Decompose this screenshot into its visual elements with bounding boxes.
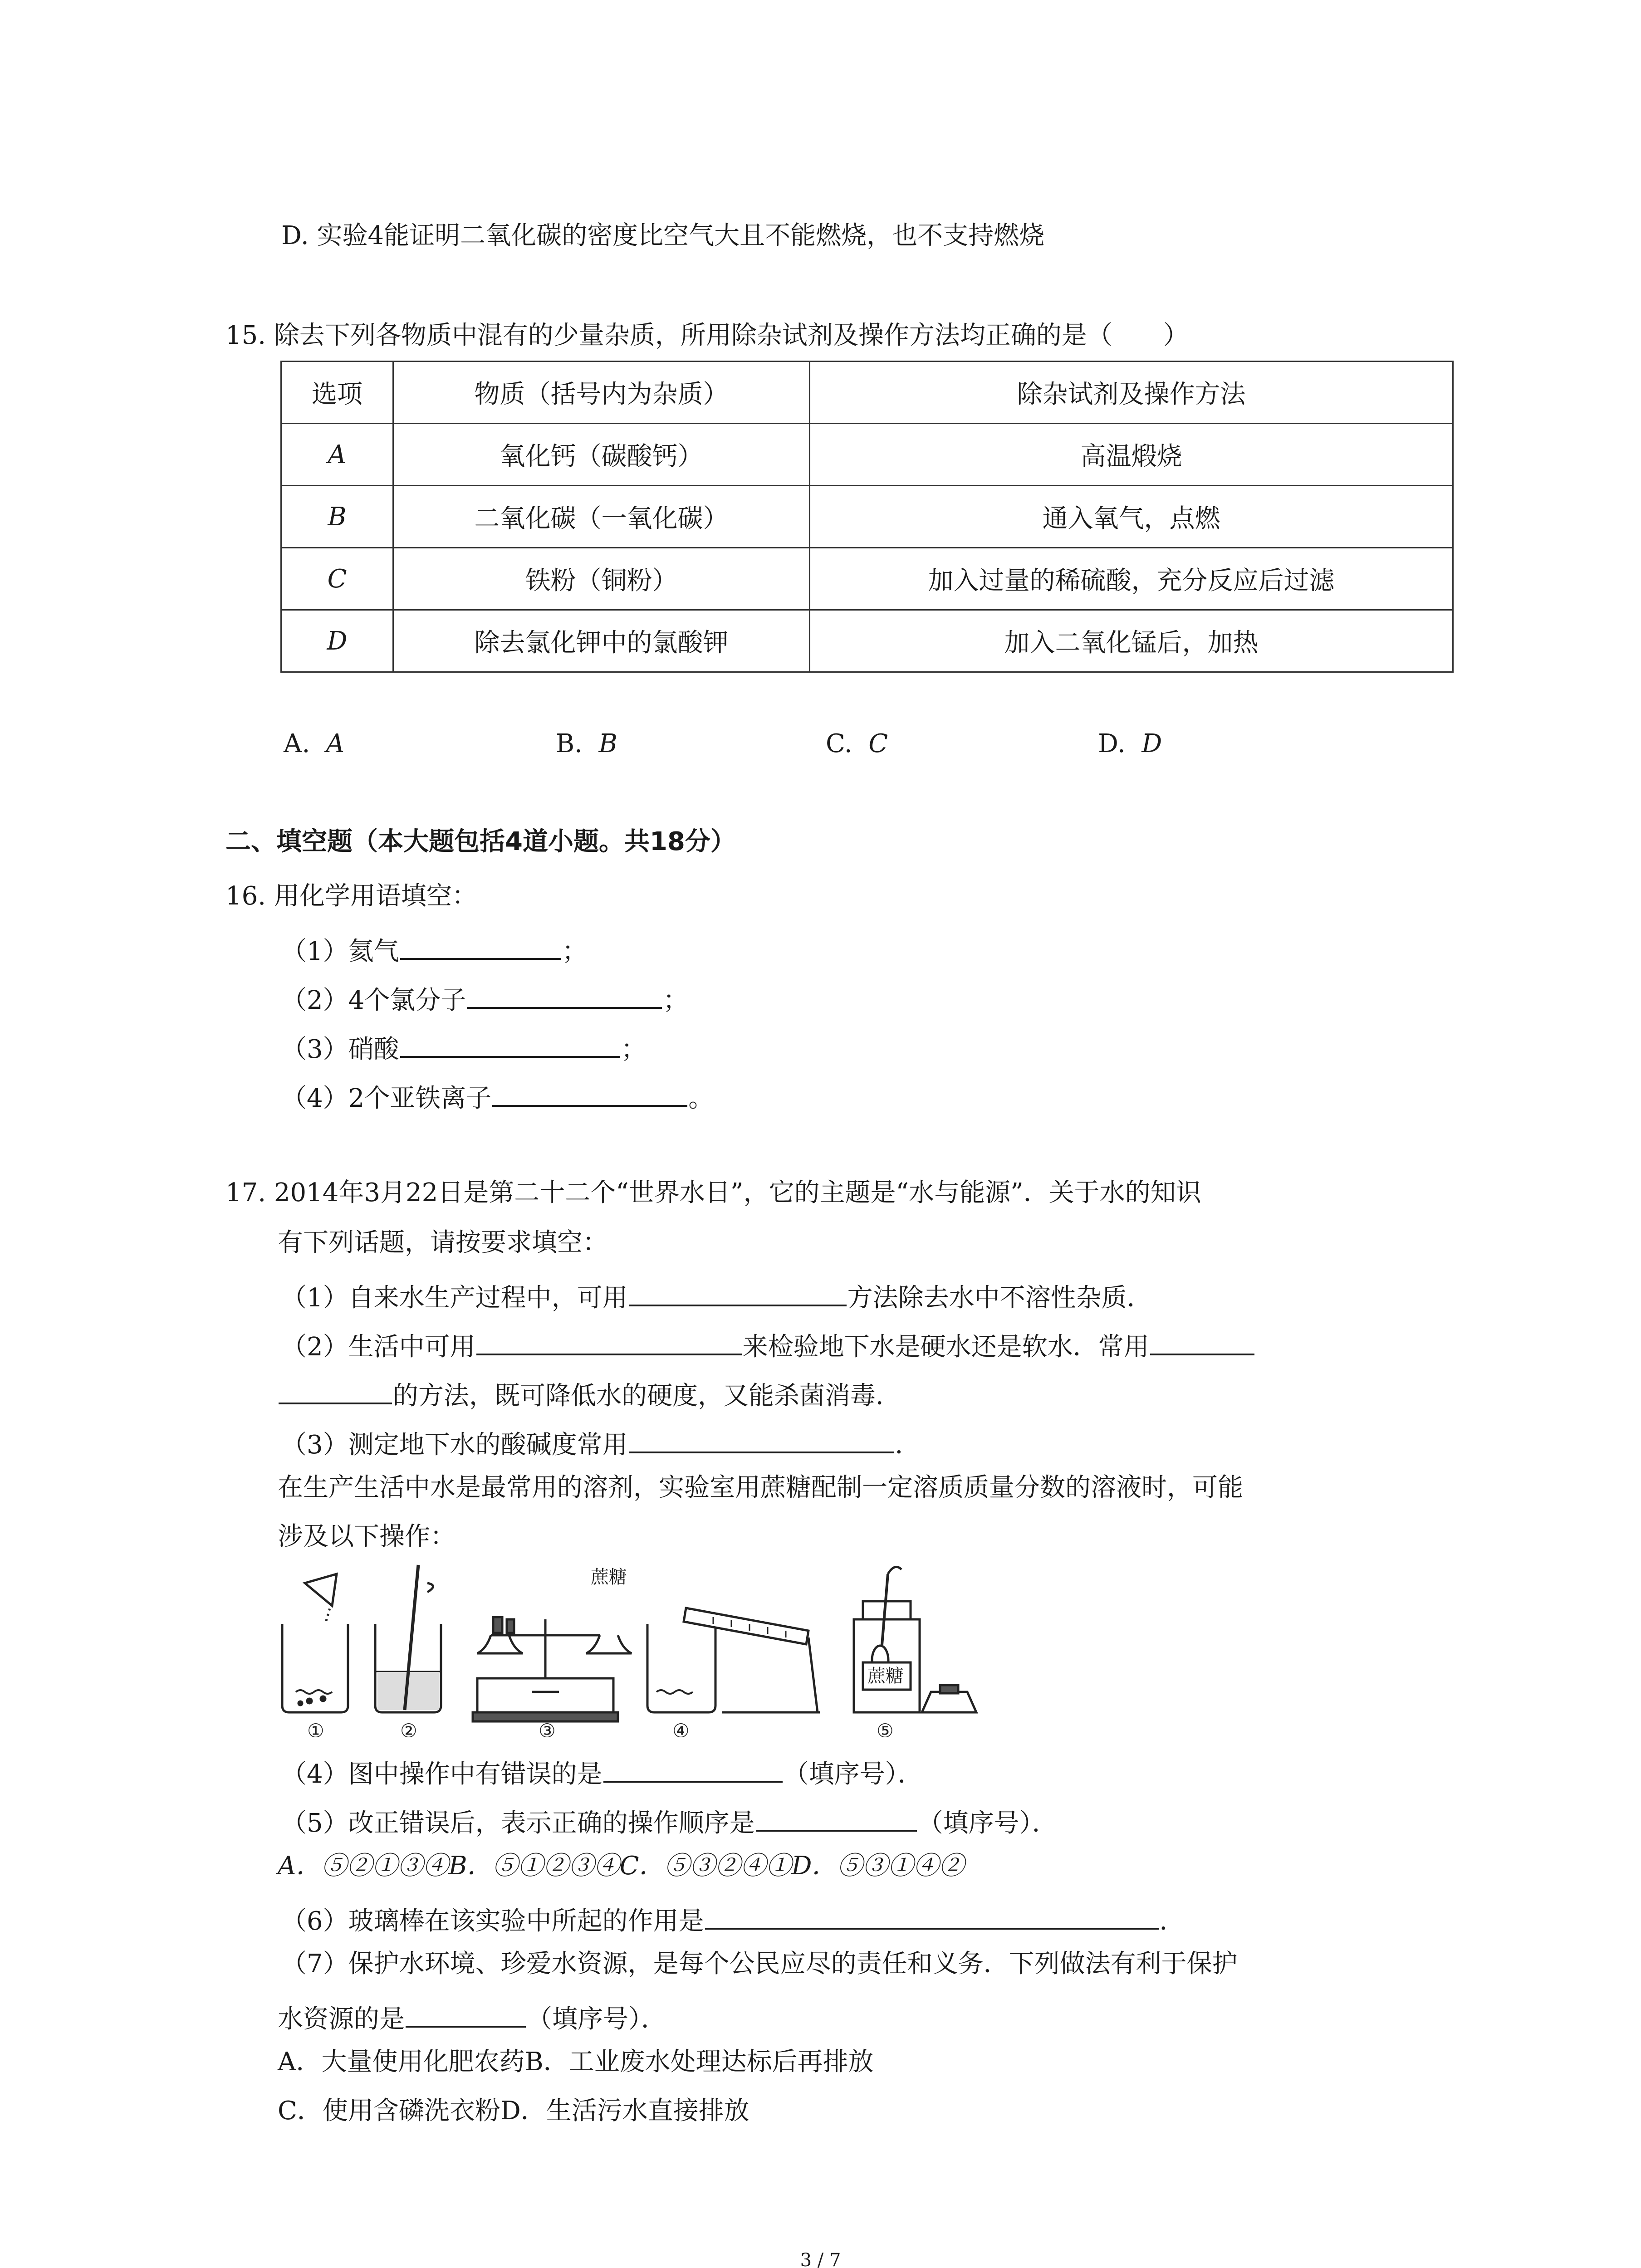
table-cell: 加入过量的稀硫酸，充分反应后过滤: [810, 548, 1453, 610]
q16-stem: 16. 用化学用语填空：: [225, 881, 477, 911]
q17-part2-line2: 的方法，既可降低水的硬度，又能杀菌消毒．: [278, 1377, 901, 1409]
q17-part7-line1: （7）保护水环境、珍爱水资源，是每个公民应尽的责任和义务．下列做法有利于保护: [281, 1949, 1238, 1979]
operation-1-pouring-sugar-icon: [282, 1574, 348, 1712]
choice-d: D. D: [1098, 729, 1162, 758]
sugar-label: 蔗糖: [591, 1567, 627, 1588]
choice-c: C. C: [826, 729, 888, 758]
choice-a: A. A: [284, 729, 345, 758]
lab-operations-figure: [278, 1556, 990, 1737]
q16-item: （3）硝酸 ；: [281, 1031, 647, 1062]
operation-4-pouring-water-icon: [647, 1608, 820, 1712]
table-row: [281, 424, 1453, 486]
operation-number: ④: [672, 1720, 690, 1737]
q17-intro-line2: 涉及以下操作：: [278, 1522, 456, 1551]
q16-item: （4）2个亚铁离子 。: [281, 1080, 714, 1111]
table-row: [281, 548, 1453, 610]
section-title: 二、填空题（本大题包括4道小题。共18分）: [225, 827, 736, 856]
q17-part7-options1: A．大量使用化肥农药B．工业废水处理达标后再排放: [278, 2047, 874, 2077]
table-header-cell: 物质（括号内为杂质）: [393, 362, 810, 424]
operation-number: ⑤: [877, 1720, 894, 1737]
table-cell: 氧化钙（碳酸钙）: [393, 424, 810, 486]
operation-3-balance-icon: [473, 1617, 632, 1721]
table-cell: D: [281, 610, 393, 672]
table-cell: B: [281, 486, 393, 548]
operation-number: ③: [539, 1720, 556, 1737]
table-row: [281, 610, 1453, 672]
q16-item: （2）4个氯分子 ；: [281, 982, 688, 1013]
table-row: [281, 486, 1453, 548]
q17-stem-line2: 有下列话题，请按要求填空：: [278, 1228, 608, 1257]
q17-part4: （4）图中操作中有错误的是 （填序号）．: [281, 1755, 923, 1787]
q17-intro-line1: 在生产生活中水是最常用的溶剂，实验室用蔗糖配制一定溶质质量分数的溶液时，可能: [278, 1473, 1243, 1502]
q17-part3: （3）测定地下水的酸碱度常用 ．: [281, 1426, 921, 1458]
table-header-cell: 除杂试剂及操作方法: [810, 362, 1453, 424]
q17-part1: （1）自来水生产过程中，可用 方法除去水中不溶性杂质．: [281, 1279, 1152, 1311]
choice-b: B. B: [556, 729, 617, 758]
operation-number: ①: [307, 1720, 324, 1737]
table-cell: C: [281, 548, 393, 610]
q15-table: [280, 361, 1454, 673]
q17-part7-line2: 水资源的是 （填序号）．: [278, 2000, 666, 2032]
q17-part5: （5）改正错误后，表示正确的操作顺序是 （填序号）．: [281, 1804, 1058, 1836]
table-cell: 通入氧气，点燃: [810, 486, 1453, 548]
operation-number: ②: [400, 1720, 417, 1737]
q17-part2-line1: （2）生活中可用 来检验地下水是硬水还是软水．常用: [281, 1328, 1255, 1360]
operation-2-stirring-icon: [375, 1565, 441, 1712]
q16-item: （1）氦气 ；: [281, 933, 588, 964]
q17-part7-options2: C．使用含磷洗衣粉D．生活污水直接排放: [278, 2096, 749, 2126]
table-cell: 除去氯化钾中的氯酸钾: [393, 610, 810, 672]
operation-5-jar-spoon-icon: [854, 1567, 976, 1712]
q15-stem: 15. 除去下列各物质中混有的少量杂质，所用除杂试剂及操作方法均正确的是（ ）: [225, 321, 1189, 350]
jar-label: 蔗糖: [867, 1666, 904, 1686]
table-cell: A: [281, 424, 393, 486]
q17-stem-line1: 17. 2014年3月22日是第二十二个“世界水日”，它的主题是“水与能源”．关于水的知识: [225, 1178, 1201, 1207]
table-cell: 二氧化碳（一氧化碳）: [393, 486, 810, 548]
table-cell: 加入二氧化锰后，加热: [810, 610, 1453, 672]
q14-option-d: D. 实验4能证明二氧化碳的密度比空气大且不能燃烧，也不支持燃烧: [281, 221, 1045, 250]
table-cell: 高温煅烧: [810, 424, 1453, 486]
table-header-row: [281, 362, 1453, 424]
q17-part6: （6）玻璃棒在该实验中所起的作用是 ．: [281, 1902, 1185, 1934]
page-number: 3 / 7: [800, 2250, 841, 2268]
table-header-cell: 选项: [281, 362, 393, 424]
table-cell: 铁粉（铜粉）: [393, 548, 810, 610]
q17-part5-options: A．⑤②①③④B．⑤①②③④C．⑤③②④①D．⑤③①④②: [278, 1851, 965, 1881]
